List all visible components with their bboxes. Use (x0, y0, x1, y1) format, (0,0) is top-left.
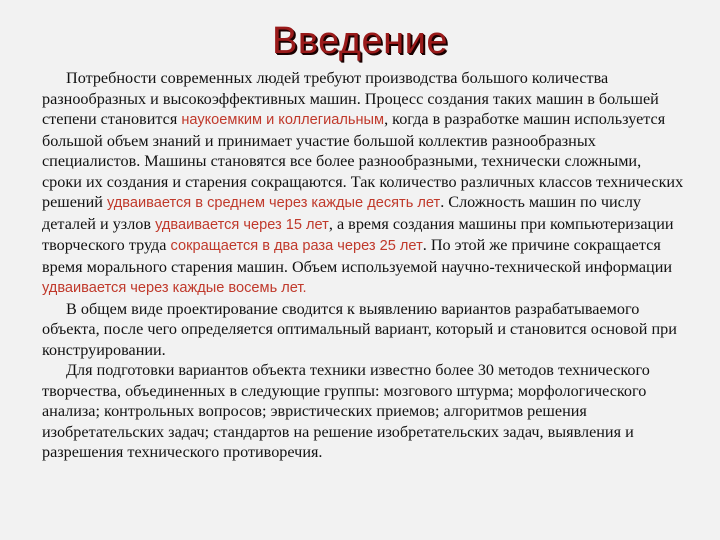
highlight-twenty-five-years: сокращается в два раза через 25 лет (170, 238, 423, 254)
slide-body (42, 68, 684, 463)
slide-title: Введение (271, 20, 449, 62)
highlight-eight-years: удваивается через каждые восемь лет. (42, 280, 307, 296)
highlight-fifteen-years: удваивается через 15 лет (155, 216, 329, 233)
paragraph-intro-text-1: Потребности современных людей требуют производства большого количества разнообразных и высокоэффективных машин. Процесс создания таких машин в большей степени становится (42, 69, 659, 128)
paragraph-intro (42, 68, 684, 299)
paragraph-intro-text-4: , а время создания машины при компьютеризации творческого труда (42, 214, 674, 254)
paragraph-design: В общем виде проектирование сводится к выявлению вариантов разрабатываемого объекта, после чего определяется оптимальный вариант, который и становится основой при конструировании. (42, 299, 677, 359)
paragraph-intro-text-3: . Сложность машин по числу деталей и узлов (42, 193, 642, 233)
paragraph-intro-text-5: . По этой же причине сокращается время морального старения машин. Объем используемой научно-технической информации (42, 236, 673, 276)
highlight-ten-years: удваивается в среднем через каждые десять лет (106, 195, 441, 211)
paragraph-intro-text-2: , когда в разработке машин используется большой объем знаний и принимает участие большой коллектив разнообразных специалистов. Машины становятся все более разнообразными, технически сложными, сроки их создания и старения сокращаются. Так количество различных классов технических решений (42, 110, 684, 211)
highlight-knowledge-intensive: наукоемким и коллегиальным (181, 112, 385, 128)
paragraph-methods: Для подготовки вариантов объекта техники известно более 30 методов технического творчества, объединенных в следующие группы: мозгового штурма; морфологического анализа; контрольных вопросов; эвристических приемов; алгоритмов решения изобретательских задач; стандартов на решение изобретательских задач, выявления и разрешения технического противоречия. (42, 361, 650, 461)
